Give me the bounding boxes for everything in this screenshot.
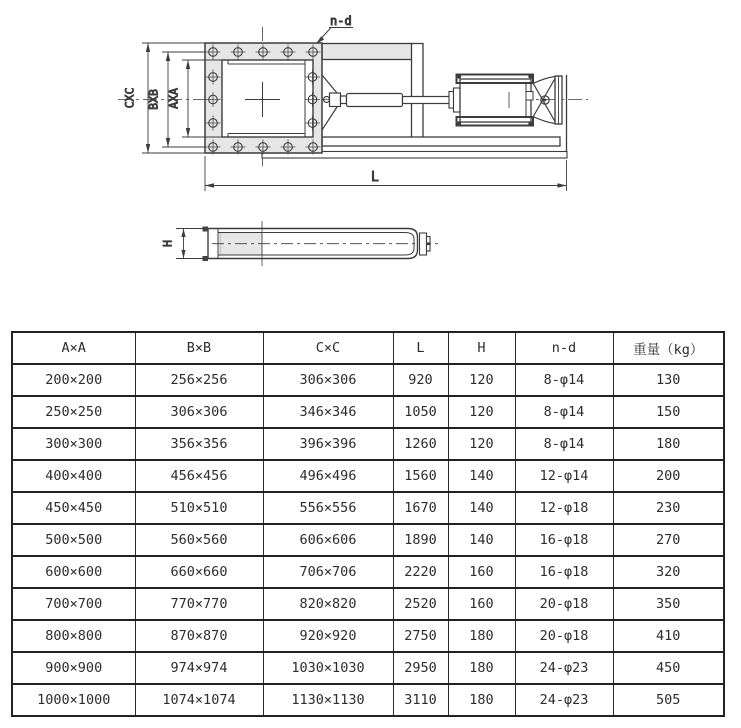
table-cell: 140 (448, 492, 515, 524)
table-cell: 770×770 (135, 588, 263, 620)
table-cell: 1030×1030 (263, 652, 393, 684)
flange (205, 43, 322, 153)
table-cell: 8-φ14 (515, 396, 613, 428)
dimension-cxc (123, 43, 206, 153)
table-cell: 396×396 (263, 428, 393, 460)
table-cell: 900×900 (12, 652, 135, 684)
table-cell: 1000×1000 (12, 684, 135, 716)
table-cell: 450 (613, 652, 724, 684)
table-cell: 200×200 (12, 364, 135, 396)
table-row (12, 684, 724, 716)
table-cell: 2220 (393, 556, 448, 588)
table-cell: 256×256 (135, 364, 263, 396)
dimension-spec-table (11, 331, 725, 717)
table-cell: 24-φ23 (515, 684, 613, 716)
piston-rod (341, 94, 453, 107)
column-header: H (448, 332, 515, 364)
length-label: L (371, 170, 379, 185)
column-header: C×C (263, 332, 393, 364)
table-cell: 400×400 (12, 460, 135, 492)
bolt-pattern-label: n-d (330, 14, 352, 28)
frame-post (412, 44, 424, 139)
table-cell: 870×870 (135, 620, 263, 652)
table-cell: 140 (448, 524, 515, 556)
table-cell: 2520 (393, 588, 448, 620)
spec-table-body (12, 364, 724, 716)
table-cell: 706×706 (263, 556, 393, 588)
table-cell: 356×356 (135, 428, 263, 460)
table-cell: 974×974 (135, 652, 263, 684)
side-view (161, 221, 439, 266)
table-cell: 496×496 (263, 460, 393, 492)
table-cell: 1130×1130 (263, 684, 393, 716)
table-cell: 556×556 (263, 492, 393, 524)
table-cell: 12-φ14 (515, 460, 613, 492)
table-cell: 505 (613, 684, 724, 716)
top-view (118, 14, 588, 191)
dimension-l (205, 156, 567, 191)
table-cell: 820×820 (263, 588, 393, 620)
table-cell: 1260 (393, 428, 448, 460)
table-cell: 180 (613, 428, 724, 460)
table-cell: 140 (448, 460, 515, 492)
table-cell: 510×510 (135, 492, 263, 524)
table-cell: 800×800 (12, 620, 135, 652)
height-label: H (160, 240, 175, 247)
table-cell: 230 (613, 492, 724, 524)
top-rail (322, 44, 412, 60)
column-header: L (393, 332, 448, 364)
table-row (12, 460, 724, 492)
technical-drawing (0, 0, 741, 334)
bottom-rail (322, 137, 560, 146)
gate-wedge (322, 75, 341, 130)
table-cell: 20-φ18 (515, 588, 613, 620)
table-cell: 130 (613, 364, 724, 396)
table-cell: 660×660 (135, 556, 263, 588)
table-cell: 300×300 (12, 428, 135, 460)
table-cell: 12-φ18 (515, 492, 613, 524)
table-cell: 8-φ14 (515, 428, 613, 460)
table-cell: 306×306 (263, 364, 393, 396)
table-cell: 1074×1074 (135, 684, 263, 716)
table-cell: 180 (448, 684, 515, 716)
table-cell: 350 (613, 588, 724, 620)
table-cell: 306×306 (135, 396, 263, 428)
table-cell: 500×500 (12, 524, 135, 556)
table-cell: 1050 (393, 396, 448, 428)
table-row (12, 652, 724, 684)
table-cell: 920×920 (263, 620, 393, 652)
table-cell: 1560 (393, 460, 448, 492)
table-cell: 150 (613, 396, 724, 428)
table-cell: 3110 (393, 684, 448, 716)
table-cell: 160 (448, 556, 515, 588)
bolt-pattern-callout (316, 14, 353, 44)
table-cell: 16-φ18 (515, 524, 613, 556)
table-row (12, 588, 724, 620)
table-cell: 20-φ18 (515, 620, 613, 652)
column-header: 重量（kg） (613, 332, 724, 364)
table-cell: 120 (448, 428, 515, 460)
table-cell: 270 (613, 524, 724, 556)
table-cell: 320 (613, 556, 724, 588)
table-cell: 2950 (393, 652, 448, 684)
table-cell: 2750 (393, 620, 448, 652)
table-cell: 160 (448, 588, 515, 620)
cxc-label: CXC (122, 87, 137, 109)
table-cell: 180 (448, 620, 515, 652)
table-cell: 120 (448, 396, 515, 428)
table-row (12, 364, 724, 396)
table-cell: 700×700 (12, 588, 135, 620)
dimension-h (161, 229, 205, 259)
table-header-row (12, 332, 724, 364)
cylinder (449, 74, 533, 125)
column-header: n-d (515, 332, 613, 364)
rod-end-cap (420, 233, 431, 255)
table-cell: 456×456 (135, 460, 263, 492)
table-cell: 410 (613, 620, 724, 652)
table-cell: 16-φ18 (515, 556, 613, 588)
table-cell: 450×450 (12, 492, 135, 524)
table-cell: 250×250 (12, 396, 135, 428)
yoke-bell (533, 76, 562, 124)
table-row (12, 492, 724, 524)
table-cell: 24-φ23 (515, 652, 613, 684)
gate-valve-drawing (0, 0, 741, 330)
table-row (12, 620, 724, 652)
table-cell: 120 (448, 364, 515, 396)
column-header: A×A (12, 332, 135, 364)
table-row (12, 396, 724, 428)
table-row (12, 524, 724, 556)
table-cell: 346×346 (263, 396, 393, 428)
table-cell: 600×600 (12, 556, 135, 588)
table-cell: 8-φ14 (515, 364, 613, 396)
bxb-label: BXB (146, 89, 161, 110)
axa-label: AXA (166, 88, 181, 109)
table-cell: 180 (448, 652, 515, 684)
table-row (12, 556, 724, 588)
table-cell: 200 (613, 460, 724, 492)
table-cell: 1890 (393, 524, 448, 556)
flange-tab (203, 227, 209, 232)
column-header: B×B (135, 332, 263, 364)
table-row (12, 428, 724, 460)
table-cell: 560×560 (135, 524, 263, 556)
table-cell: 920 (393, 364, 448, 396)
table-cell: 606×606 (263, 524, 393, 556)
table-cell: 1670 (393, 492, 448, 524)
